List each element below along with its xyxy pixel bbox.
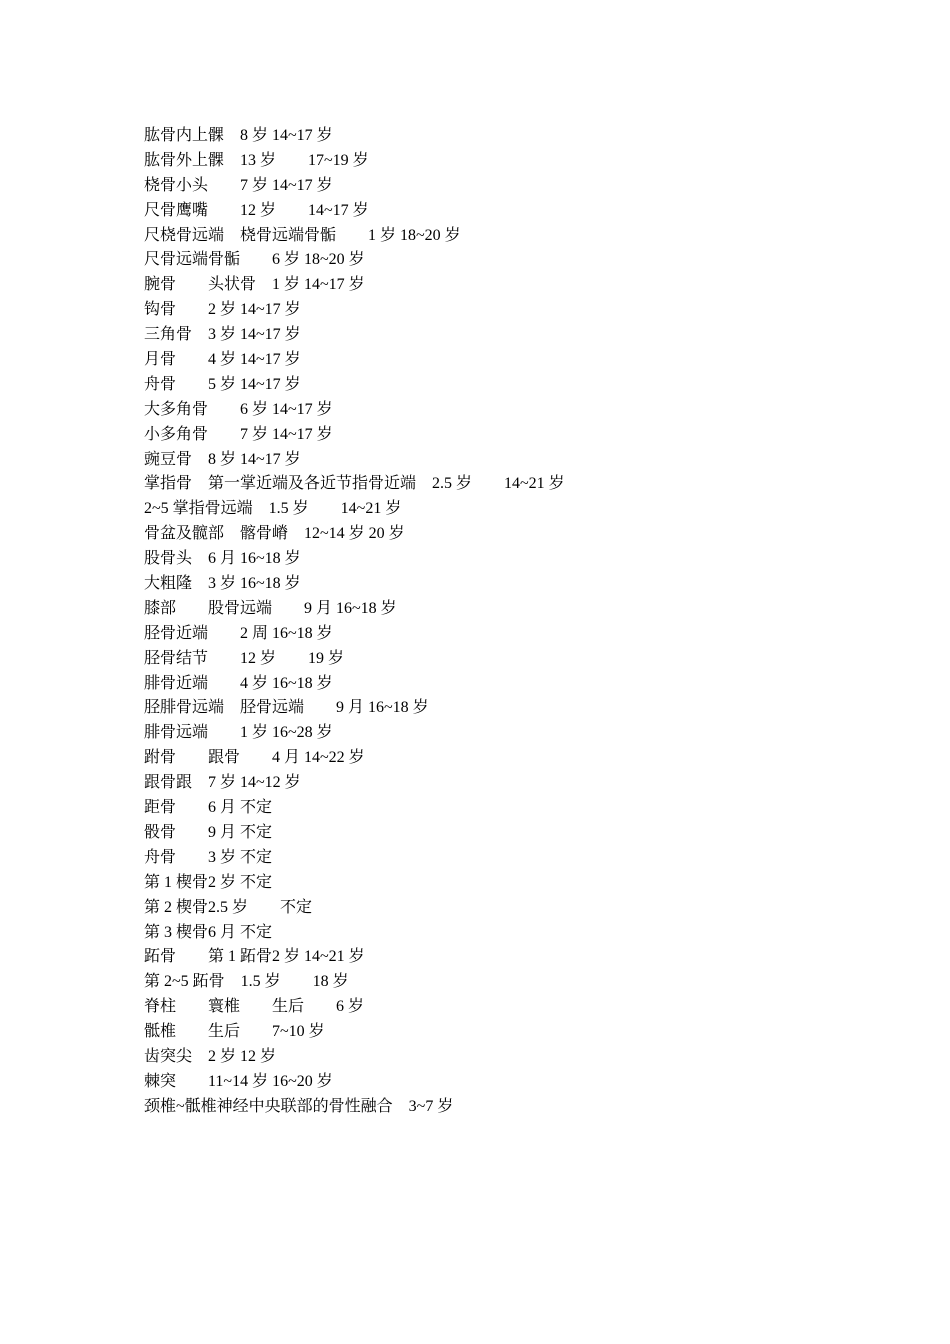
text-line: 月骨 4 岁 14~17 岁 [144,351,301,369]
text-line: 跗骨 跟骨 4 月 14~22 岁 [144,749,365,767]
text-line: 尺桡骨远端 桡骨远端骨骺 1 岁 18~20 岁 [144,226,461,244]
text-line: 第 1 楔骨2 岁 不定 [144,873,273,891]
text-line: 掌指骨 第一掌近端及各近节指骨近端 2.5 岁 14~21 岁 [144,475,565,493]
text-line: 第 2 楔骨2.5 岁 不定 [144,898,313,916]
text-line: 齿突尖 2 岁 12 岁 [144,1047,277,1065]
text-line: 肱骨内上髁 8 岁 14~17 岁 [144,127,333,144]
text-line: 钩骨 2 岁 14~17 岁 [144,301,301,319]
text-line: 股骨头 6 月 16~18 岁 [144,550,301,568]
text-line: 尺骨鹰嘴 12 岁 14~17 岁 [144,201,369,219]
text-line: 第 3 楔骨6 月 不定 [144,923,273,941]
text-line: 胫腓骨远端 胫骨远端 9 月 16~18 岁 [144,699,429,717]
text-line: 大多角骨 6 岁 14~17 岁 [144,400,333,418]
text-line: 颈椎~骶椎神经中央联部的骨性融合 3~7 岁 [144,1097,454,1115]
text-block [144,124,904,1120]
text-line: 棘突 11~14 岁 16~20 岁 [144,1072,333,1090]
text-line: 膝部 股骨远端 9 月 16~18 岁 [144,599,397,617]
text-line: 大粗隆 3 岁 16~18 岁 [144,575,301,593]
text-line: 腕骨 头状骨 1 岁 14~17 岁 [144,276,365,294]
text-line: 小多角骨 7 岁 14~17 岁 [144,425,333,443]
text-line: 舟骨 5 岁 14~17 岁 [144,375,301,393]
text-line: 跖骨 第 1 跖骨2 岁 14~21 岁 [144,948,365,966]
text-line: 腓骨近端 4 岁 16~18 岁 [144,674,333,692]
text-line: 腓骨远端 1 岁 16~28 岁 [144,724,333,742]
text-line: 尺骨远端骨骺 6 岁 18~20 岁 [144,251,365,269]
text-line: 舟骨 3 岁 不定 [144,848,273,866]
text-line: 第 2~5 跖骨 1.5 岁 18 岁 [144,973,349,991]
text-line: 三角骨 3 岁 14~17 岁 [144,326,301,344]
text-line: 桡骨小头 7 岁 14~17 岁 [144,176,333,194]
text-line: 豌豆骨 8 岁 14~17 岁 [144,450,301,468]
text-line: 骨盆及髋部 髂骨嵴 12~14 岁 20 岁 [144,525,405,543]
text-line: 肱骨外上髁 13 岁 17~19 岁 [144,151,369,169]
text-line: 骶椎 生后 7~10 岁 [144,1023,325,1041]
text-line: 2~5 掌指骨远端 1.5 岁 14~21 岁 [144,500,402,518]
text-line: 胫骨近端 2 周 16~18 岁 [144,624,333,642]
text-line: 距骨 6 月 不定 [144,799,273,817]
text-line: 胫骨结节 12 岁 19 岁 [144,649,345,667]
text-line: 跟骨跟 7 岁 14~12 岁 [144,774,301,792]
text-line: 脊柱 寰椎 生后 6 岁 [144,998,365,1016]
text-line: 骰骨 9 月 不定 [144,823,273,841]
